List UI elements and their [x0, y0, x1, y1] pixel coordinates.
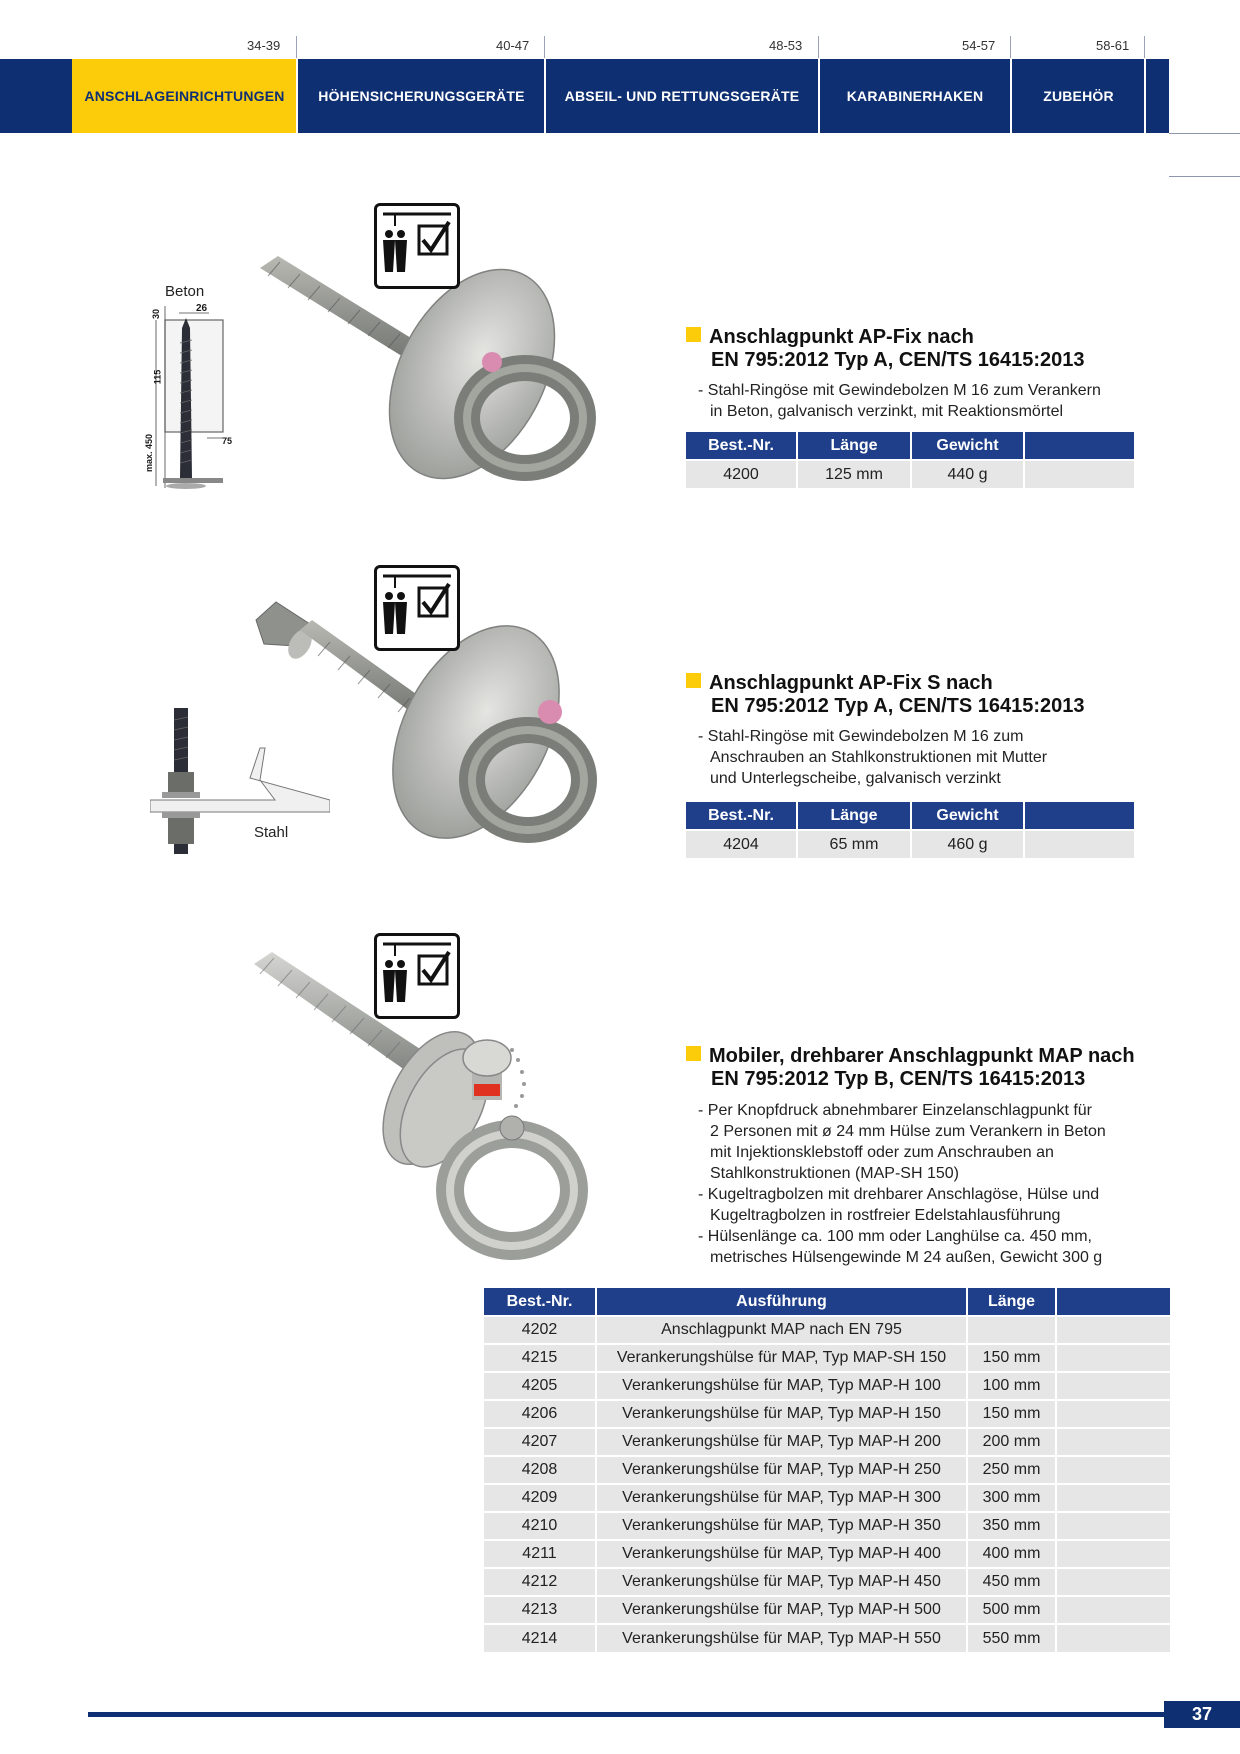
table-header-row: Best.-Nr. Ausführung Länge — [484, 1288, 1170, 1316]
concrete-anchor-diagram — [145, 298, 245, 490]
table-row: 4215 Verankerungshülse für MAP, Typ MAP-SH 150 150 mm — [484, 1344, 1170, 1372]
product-title: Mobiler, drehbarer Anschlagpunkt MAP nach EN 795:2012 Typ B, CEN/TS 16415:2013 — [686, 1045, 1135, 1091]
product-title: Anschlagpunkt AP-Fix S nach EN 795:2012 Typ A, CEN/TS 16415:2013 — [686, 672, 1085, 718]
table-row: 4209 Verankerungshülse für MAP, Typ MAP-H 300 300 mm — [484, 1484, 1170, 1512]
yellow-square-bullet-icon — [686, 327, 701, 342]
fall-arrest-certification-icon — [374, 203, 460, 289]
table-row: 4212 Verankerungshülse für MAP, Typ MAP-H 450 450 mm — [484, 1568, 1170, 1596]
nav-tab-anschlageinrichtungen[interactable]: ANSCHLAGEINRICHTUNGEN — [72, 59, 297, 133]
product-description: - Stahl-Ringöse mit Gewindebolzen M 16 zum Verankern in Beton, galvanisch verzinkt, mit Reaktionsmörtel — [698, 382, 1101, 420]
page-range-3: 48-53 — [769, 38, 803, 53]
footer-rule — [88, 1712, 1164, 1717]
table-header-row: Best.-Nr. Länge Gewicht — [686, 802, 1134, 830]
table-row: 4206 Verankerungshülse für MAP, Typ MAP-H 150 150 mm — [484, 1400, 1170, 1428]
nav-tab-hoehensicherungsgeraete[interactable]: HÖHENSICHERUNGSGERÄTE — [318, 88, 525, 104]
table-header-row: Best.-Nr. Länge Gewicht — [686, 432, 1134, 460]
table-row: 4210 Verankerungshülse für MAP, Typ MAP-H 350 350 mm — [484, 1512, 1170, 1540]
dimension-75: 75 — [222, 436, 233, 446]
yellow-square-bullet-icon — [686, 1046, 701, 1061]
page-number: 37 — [1164, 1701, 1240, 1728]
product-description: - Per Knopfdruck abnehmbarer Einzelanschlagpunkt für 2 Personen mit ø 24 mm Hülse zum Verankern in Beton mit Injektionsklebstoff oder zum Anschrauben an Stahlkonstruktionen (MAP-SH 150) - Kugeltragbolzen mit drehbarer Anschlagöse, Hülse und Kugeltragbolzen in rostfreier Edelstahlausführung - Hülsenlänge ca. 100 mm oder Langhülse ca. 450 mm, metrisches Hülsengewinde M 24 außen, Gewicht 300 g — [698, 1102, 1106, 1266]
table-row: 4208 Verankerungshülse für MAP, Typ MAP-H 250 250 mm — [484, 1456, 1170, 1484]
page-range-2: 40-47 — [496, 38, 530, 53]
diagram-label-stahl: Stahl — [254, 824, 289, 841]
product-title: Anschlagpunkt AP-Fix nach EN 795:2012 Typ A, CEN/TS 16415:2013 — [686, 326, 1085, 372]
table-row: 4202 Anschlagpunkt MAP nach EN 795 — [484, 1316, 1170, 1344]
table-row: 4213 Verankerungshülse für MAP, Typ MAP-H 500 500 mm — [484, 1596, 1170, 1624]
table-row: 4207 Verankerungshülse für MAP, Typ MAP-H 200 200 mm — [484, 1428, 1170, 1456]
page-range-5: 58-61 — [1096, 38, 1130, 53]
dimension-115: 115 — [152, 369, 163, 385]
fall-arrest-certification-icon — [374, 933, 460, 1019]
table-row: 4214 Verankerungshülse für MAP, Typ MAP-H 550 550 mm — [484, 1624, 1170, 1652]
table-row: 4204 65 mm 460 g — [686, 830, 1134, 858]
table-row: 4200 125 mm 440 g — [686, 460, 1134, 488]
page-range-4: 54-57 — [962, 38, 996, 53]
table-row: 4211 Verankerungshülse für MAP, Typ MAP-H 400 400 mm — [484, 1540, 1170, 1568]
page-range-1: 34-39 — [247, 38, 281, 53]
spec-table — [686, 802, 1134, 858]
nav-tab-karabinerhaken[interactable]: KARABINERHAKEN — [846, 88, 984, 104]
dimension-max-450: max. 450 — [144, 433, 155, 473]
chapter-navbar — [0, 59, 1169, 133]
nav-tab-abseil-rettungsgeraete[interactable]: ABSEIL- UND RETTUNGSGERÄTE — [564, 88, 800, 104]
spec-table — [686, 432, 1134, 488]
spec-table-map — [484, 1288, 1170, 1652]
dimension-30: 30 — [151, 308, 162, 320]
table-row: 4205 Verankerungshülse für MAP, Typ MAP-H 100 100 mm — [484, 1372, 1170, 1400]
diagram-label-beton: Beton — [165, 283, 205, 300]
nav-tab-zubehoer[interactable]: ZUBEHÖR — [1043, 88, 1114, 104]
page-range-row — [0, 36, 1240, 58]
yellow-square-bullet-icon — [686, 673, 701, 688]
product-description: - Stahl-Ringöse mit Gewindebolzen M 16 zum Anschrauben an Stahlkonstruktionen mit Mutter und Unterlegscheibe, galvanisch verzinkt — [698, 728, 1048, 787]
fall-arrest-certification-icon — [374, 565, 460, 651]
dimension-26: 26 — [196, 303, 208, 314]
